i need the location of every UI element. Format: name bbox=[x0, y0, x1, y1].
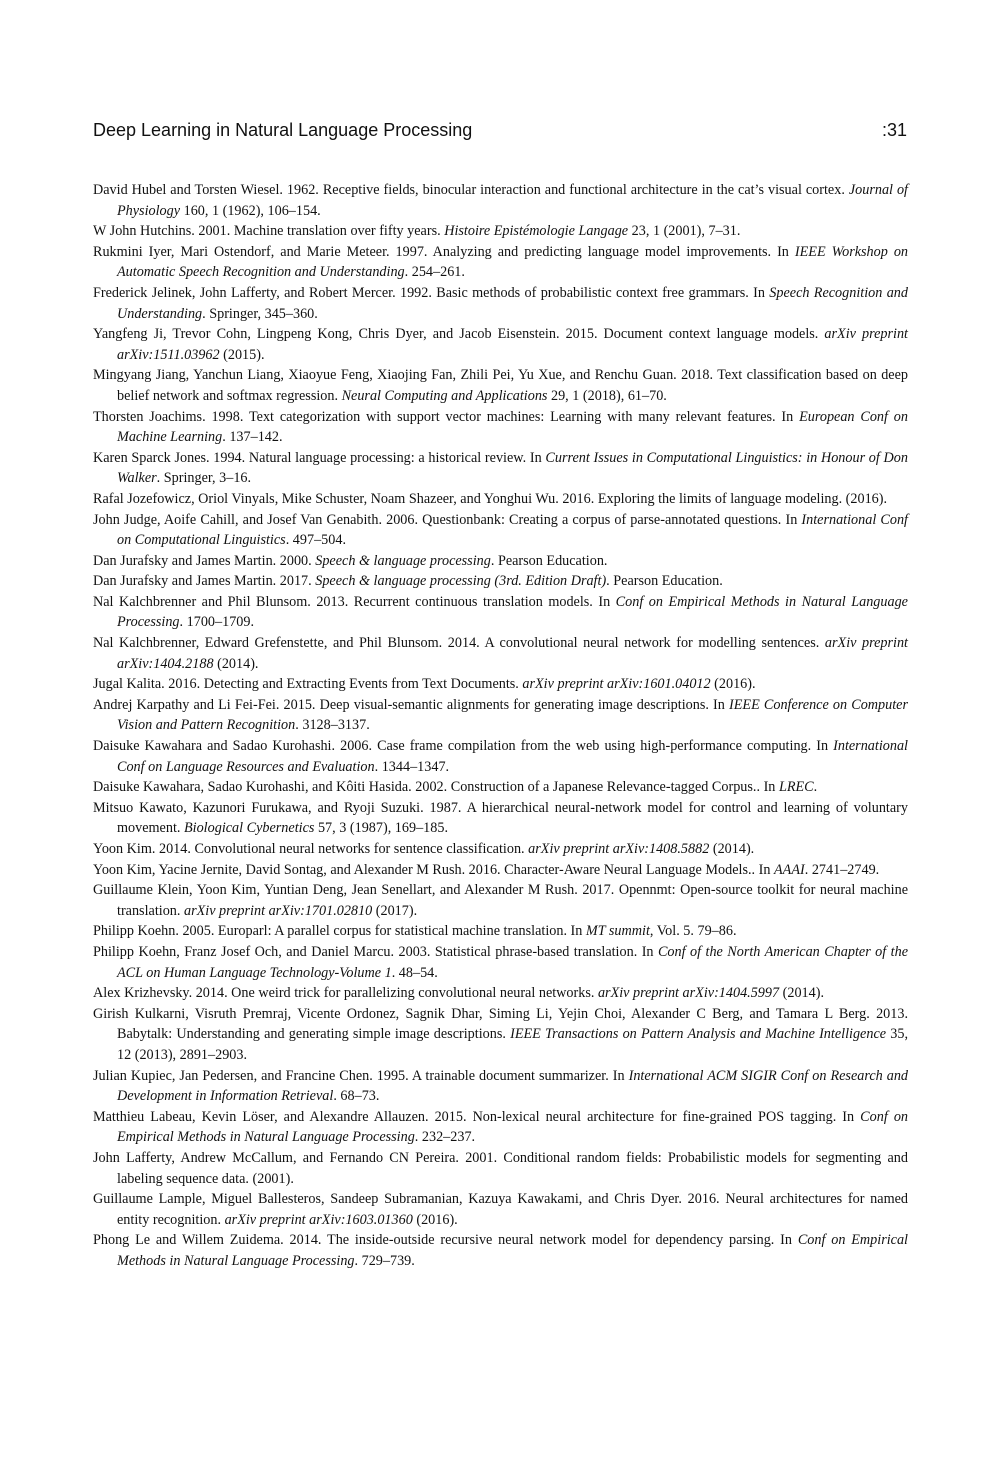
reference-details: . 729–739. bbox=[354, 1252, 415, 1269]
reference-details: . 1344–1347. bbox=[374, 758, 450, 775]
reference-venue: arXiv preprint arXiv:1601.04012 bbox=[522, 676, 711, 693]
reference-entry bbox=[93, 1004, 908, 1066]
reference-text: Karen Sparck Jones. 1994. Natural language processing: a historical review. In bbox=[93, 449, 546, 466]
reference-venue: arXiv preprint arXiv:1701.02810 bbox=[183, 902, 373, 919]
reference-venue: European Conf on Machine Learning bbox=[117, 408, 908, 446]
reference-details: . 48–54. bbox=[391, 964, 438, 981]
reference-text: Dan Jurafsky and James Martin. 2017. bbox=[93, 573, 316, 590]
reference-entry bbox=[93, 674, 908, 695]
reference-text: W John Hutchins. 2001. Machine translation over fifty years. bbox=[93, 223, 445, 240]
reference-details: . 232–237. bbox=[414, 1129, 476, 1146]
reference-details: . Springer, 345–360. bbox=[202, 305, 318, 322]
reference-venue: arXiv preprint arXiv:1603.01360 bbox=[224, 1211, 413, 1228]
reference-entry bbox=[93, 365, 908, 406]
reference-entry bbox=[93, 1148, 908, 1189]
reference-text: David Hubel and Torsten Wiesel. 1962. Receptive fields, binocular interaction and functional architecture in the cat’s visual cortex. bbox=[93, 182, 849, 198]
reference-entry bbox=[93, 283, 908, 324]
reference-text: Dan Jurafsky and James Martin. 2000. bbox=[93, 552, 316, 569]
reference-entry bbox=[93, 839, 908, 860]
reference-entry bbox=[93, 798, 908, 839]
reference-entry bbox=[93, 592, 908, 633]
reference-details: . Pearson Education. bbox=[606, 573, 723, 590]
reference-text: Alex Krizhevsky. 2014. One weird trick for parallelizing convolutional neural networks. bbox=[93, 985, 598, 1002]
reference-entry bbox=[93, 448, 908, 489]
reference-text: Thorsten Joachims. 1998. Text categorization with support vector machines: Learning with many relevant features. In bbox=[93, 408, 800, 425]
running-header bbox=[93, 120, 907, 146]
reference-details: . Pearson Education. bbox=[490, 552, 608, 569]
reference-entry bbox=[93, 983, 908, 1004]
reference-text: Mingyang Jiang, Yanchun Liang, Xiaoyue Feng, Xiaojing Fan, Zhili Pei, Yu Xue, and Renchu Guan. 2018. Text classification based on deep belief network and softmax regression. bbox=[93, 367, 908, 404]
reference-venue: IEEE Conference on Computer Vision and Pattern Recognition bbox=[117, 696, 909, 734]
reference-venue: Speech Recognition and Understanding bbox=[117, 284, 908, 322]
reference-entry bbox=[93, 571, 908, 592]
reference-details: . Springer, 3–16. bbox=[156, 470, 252, 487]
reference-text: John Lafferty, Andrew McCallum, and Fernando CN Pereira. 2001. Conditional random fields: Probabilistic models for segmenting and labeling sequence data. (2001). bbox=[93, 1149, 908, 1187]
reference-text: Daisuke Kawahara and Sadao Kurohashi. 2006. Case frame compilation from the web using high-performance computing. In bbox=[93, 738, 834, 755]
reference-venue: International ACM SIGIR Conf on Research and Development in Information Retrieval bbox=[117, 1067, 909, 1105]
reference-entry bbox=[93, 221, 908, 242]
reference-text: Phong Le and Willem Zuidema. 2014. The inside-outside recursive neural network model for dependency parsing. In bbox=[93, 1232, 798, 1249]
reference-entry bbox=[93, 942, 908, 983]
reference-details: 57, 3 (1987), 169–185. bbox=[314, 820, 448, 837]
reference-venue: AAAI bbox=[773, 861, 805, 878]
reference-entry bbox=[93, 242, 908, 283]
reference-venue: Current Issues in Computational Linguistics: in Honour of Don Walker bbox=[117, 449, 908, 487]
reference-entry bbox=[93, 1066, 908, 1107]
reference-text: Yoon Kim, Yacine Jernite, David Sontag, and Alexander M Rush. 2016. Character-Aware Neural Language Models.. In bbox=[93, 861, 774, 878]
reference-venue: International Conf on Language Resources and Evaluation bbox=[117, 738, 908, 775]
reference-details: . 68–73. bbox=[333, 1088, 380, 1105]
reference-details: (2014). bbox=[779, 985, 825, 1002]
reference-details: . 137–142. bbox=[222, 429, 283, 446]
reference-entry bbox=[93, 860, 908, 881]
reference-text: Mitsuo Kawato, Kazunori Furukawa, and Ryoji Suzuki. 1987. A hierarchical neural-network model for control and learning of voluntary movement. bbox=[93, 799, 908, 837]
reference-details: 29, 1 (2018), 61–70. bbox=[547, 387, 667, 404]
reference-text: Andrej Karpathy and Li Fei-Fei. 2015. Deep visual-semantic alignments for generating image descriptions. In bbox=[93, 696, 730, 713]
reference-text: Rukmini Iyer, Mari Ostendorf, and Marie Meteer. 1997. Analyzing and predicting language model improvements. In bbox=[93, 243, 795, 260]
reference-venue: arXiv preprint arXiv:1404.2188 bbox=[117, 635, 908, 672]
reference-details: , Vol. 5. 79–86. bbox=[649, 923, 737, 940]
reference-venue: Speech & language processing bbox=[315, 552, 491, 569]
reference-venue: Conf on Empirical Methods in Natural Language Processing bbox=[117, 1108, 909, 1146]
reference-venue: Conf on Empirical Methods in Natural Language Processing bbox=[117, 593, 908, 631]
reference-text: Guillaume Lample, Miguel Ballesteros, Sandeep Subramanian, Kazuya Kawakami, and Chris Dyer. 2016. Neural architectures for named entity recognition. bbox=[93, 1191, 908, 1228]
reference-venue: Conf of the North American Chapter of the ACL on Human Language Technology-Volume 1 bbox=[117, 943, 908, 981]
reference-text: Philipp Koehn, Franz Josef Och, and Daniel Marcu. 2003. Statistical phrase-based translation. In bbox=[93, 943, 658, 960]
reference-details: . 254–261. bbox=[404, 264, 465, 281]
reference-list bbox=[93, 180, 908, 1271]
reference-entry bbox=[93, 777, 908, 798]
reference-details: (2014). bbox=[709, 841, 755, 857]
reference-text: Julian Kupiec, Jan Pedersen, and Francine Chen. 1995. A trainable document summarizer. In bbox=[93, 1067, 629, 1084]
reference-text: Rafal Jozefowicz, Oriol Vinyals, Mike Schuster, Noam Shazeer, and Yonghui Wu. 2016. Exploring the limits of language modeling. (2016). bbox=[93, 490, 888, 507]
reference-venue: arXiv preprint arXiv:1511.03962 bbox=[117, 326, 908, 363]
reference-details: 23, 1 (2001), 7–31. bbox=[628, 223, 741, 240]
reference-details: (2015). bbox=[219, 346, 265, 363]
reference-entry bbox=[93, 324, 908, 365]
reference-venue: Neural Computing and Applications bbox=[341, 387, 548, 404]
reference-text: Jugal Kalita. 2016. Detecting and Extracting Events from Text Documents. bbox=[93, 676, 523, 693]
reference-text: Yoon Kim. 2014. Convolutional neural networks for sentence classification. bbox=[93, 841, 529, 857]
reference-details: . 497–504. bbox=[285, 532, 346, 549]
reference-details: . 1700–1709. bbox=[179, 614, 255, 631]
reference-details: . bbox=[813, 779, 818, 796]
reference-venue: IEEE Workshop on Automatic Speech Recognition and Understanding bbox=[117, 243, 909, 281]
reference-details: . 3128–3137. bbox=[295, 717, 370, 734]
reference-text: Matthieu Labeau, Kevin Löser, and Alexandre Allauzen. 2015. Non-lexical neural architecture for fine-grained POS tagging. In bbox=[93, 1108, 861, 1125]
reference-venue: Speech & language processing (3rd. Edition Draft) bbox=[315, 573, 607, 590]
reference-venue: Biological Cybernetics bbox=[183, 820, 315, 837]
reference-entry bbox=[93, 1230, 908, 1271]
reference-venue: LREC bbox=[778, 779, 814, 796]
reference-entry bbox=[93, 1189, 908, 1230]
reference-venue: Histoire Epistémologie Langage bbox=[444, 223, 629, 240]
reference-venue: Journal of Physiology bbox=[117, 182, 908, 219]
reference-entry bbox=[93, 489, 908, 510]
reference-entry bbox=[93, 880, 908, 921]
reference-text: Daisuke Kawahara, Sadao Kurohashi, and Kôiti Hasida. 2002. Construction of a Japanese Relevance-tagged Corpus.. In bbox=[93, 779, 779, 796]
reference-text: Girish Kulkarni, Visruth Premraj, Vicente Ordonez, Sagnik Dhar, Siming Li, Yejin Choi, Alexander C Berg, and Tamara L Berg. 2013. Babytalk: Understanding and generating simple image descriptions. bbox=[93, 1005, 908, 1043]
reference-venue: Conf on Empirical Methods in Natural Language Processing bbox=[117, 1232, 908, 1269]
reference-entry bbox=[93, 551, 908, 572]
reference-details: (2017). bbox=[372, 902, 418, 919]
reference-venue: IEEE Transactions on Pattern Analysis and Machine Intelligence bbox=[510, 1026, 887, 1043]
reference-entry bbox=[93, 180, 908, 221]
reference-text: Nal Kalchbrenner and Phil Blunsom. 2013. Recurrent continuous translation models. In bbox=[93, 593, 616, 610]
reference-details: . 2741–2749. bbox=[804, 861, 880, 878]
reference-text: Yangfeng Ji, Trevor Cohn, Lingpeng Kong, Chris Dyer, and Jacob Eisenstein. 2015. Document context language models. bbox=[93, 326, 825, 343]
reference-text: Nal Kalchbrenner, Edward Grefenstette, and Phil Blunsom. 2014. A convolutional neural network for modelling sentences. bbox=[93, 635, 825, 652]
running-title: Deep Learning in Natural Language Processing bbox=[93, 120, 473, 140]
reference-entry bbox=[93, 407, 908, 448]
reference-text: Philipp Koehn. 2005. Europarl: A parallel corpus for statistical machine translation. In bbox=[93, 923, 586, 940]
reference-venue: arXiv preprint arXiv:1404.5997 bbox=[597, 985, 780, 1002]
reference-text: Frederick Jelinek, John Lafferty, and Robert Mercer. 1992. Basic methods of probabilistic context free grammars. In bbox=[93, 284, 770, 301]
reference-details: (2014). bbox=[213, 655, 259, 672]
reference-entry bbox=[93, 736, 908, 777]
reference-venue: MT summit bbox=[585, 923, 650, 940]
page-number: :31 bbox=[881, 120, 907, 140]
reference-entry bbox=[93, 921, 908, 942]
reference-text: John Judge, Aoife Cahill, and Josef Van Genabith. 2006. Questionbank: Creating a corpus of parse-annotated questions. In bbox=[93, 511, 802, 528]
reference-entry bbox=[93, 510, 908, 551]
reference-details: (2016). bbox=[710, 676, 756, 693]
reference-entry bbox=[93, 633, 908, 674]
reference-entry bbox=[93, 1107, 908, 1148]
reference-venue: International Conf on Computational Linguistics bbox=[117, 511, 908, 549]
reference-details: 35, 12 (2013), 2891–2903. bbox=[117, 1026, 908, 1063]
reference-venue: arXiv preprint arXiv:1408.5882 bbox=[528, 841, 710, 857]
reference-entry bbox=[93, 695, 908, 736]
reference-text: Guillaume Klein, Yoon Kim, Yuntian Deng, Jean Senellart, and Alexander M Rush. 2017. Opennmt: Open-source toolkit for neural machine translation. bbox=[93, 882, 908, 919]
reference-details: 160, 1 (1962), 106–154. bbox=[180, 202, 321, 219]
reference-details: (2016). bbox=[412, 1211, 458, 1228]
